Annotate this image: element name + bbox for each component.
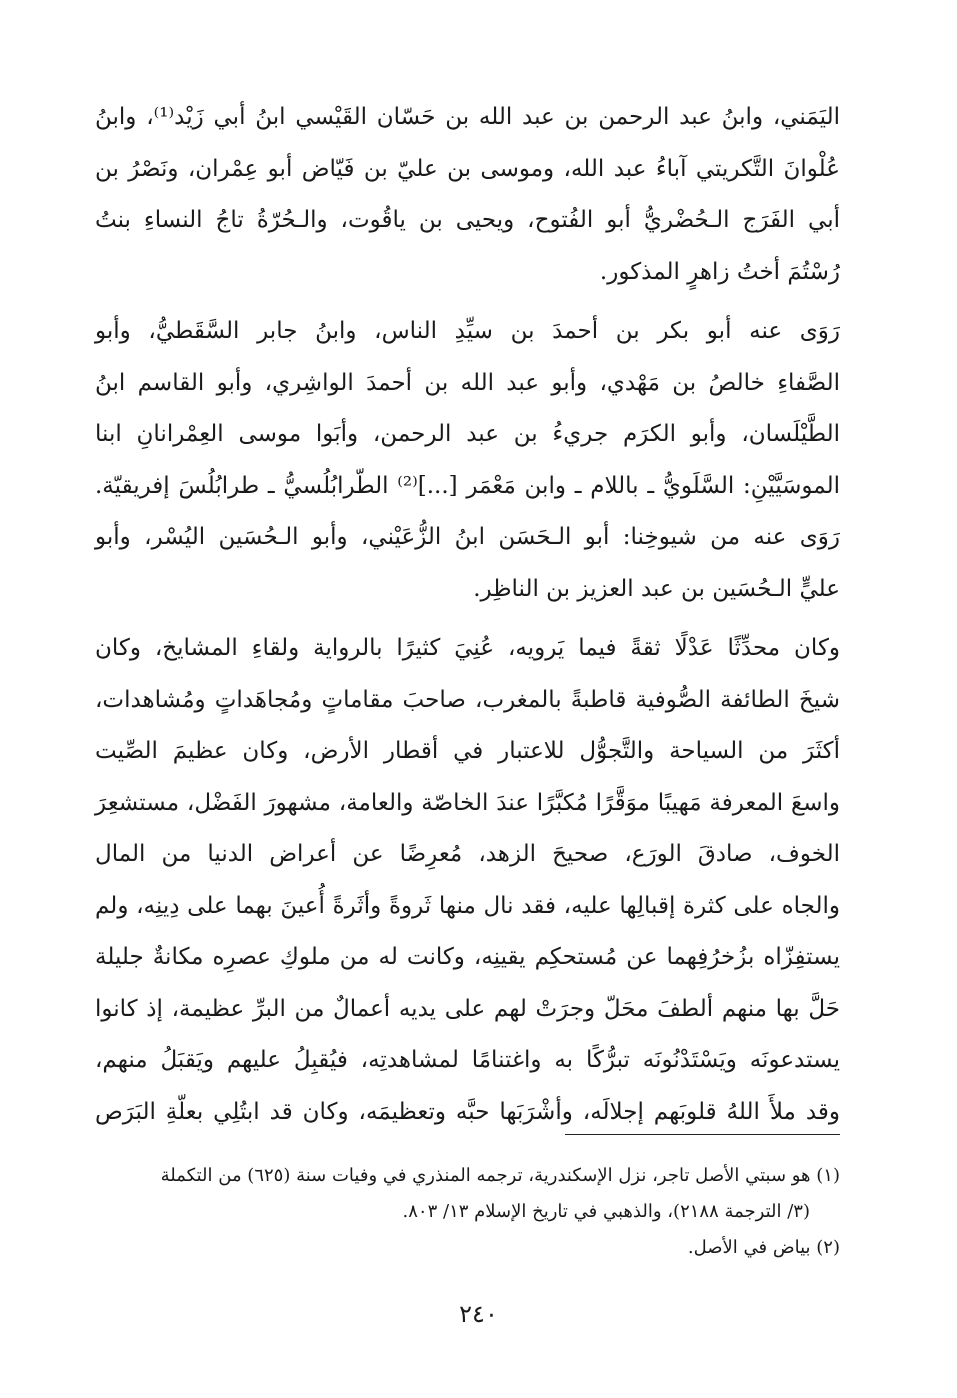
footnotes [95, 1158, 840, 1266]
text-line: اليَمَني، وابنُ عبد الرحمن بن عبد الله بن حَسّان القَيْسي ابنُ أبي زَيْد⁽¹⁾، وابنُ [95, 104, 840, 130]
text-line: يستدعونَه ويَسْتَدْنُونَه تبرُّكًا به واغتنامًا لمشاهدتِه، فيُقبِلُ عليهم ويَقبَلُ منهم، [95, 1047, 840, 1073]
text-line: رُسْتُمَ أختُ زاهرٍ المذكور. [599, 258, 840, 285]
footnote-divider [565, 1134, 840, 1135]
text-line: أكثَرَ من السياحة والتَّجوُّل للاعتبار في أقطار الأرض، وكان عظيمَ الصِّيت [95, 738, 840, 764]
text-line: عُلْوانَ التَّكريتي آباءُ عبد الله، وموسى بن عليّ بن فَيّاض أبو عِمْران، ونَصْرُ بن [95, 155, 840, 182]
text-line: والجاه على كثرة إقبالِها عليه، فقد نال منها ثَروةً وأثَرةً أُعينَ بهما على دِينِه، ولم [95, 892, 840, 919]
paragraph [95, 306, 840, 615]
page-number: ٢٤٠ [459, 1300, 498, 1328]
text-line: الخوف، صادقَ الورَع، صحيحَ الزهد، مُعرِضًا عن أعراض الدنيا من المال [95, 841, 840, 867]
main-text [95, 92, 840, 1138]
text-line: أبي الفَرَج الـحُضْريُّ أبو الفُتوح، ويحيى بن ياقُوت، والـحُرّةُ تاجُ النساءِ بنتُ [95, 207, 840, 233]
text-line: وقد ملأَ اللهُ قلوبَهم إجلالَه، وأشْرَبَها حبَّه وتعظيمَه، وكان قد ابتُلِي بعلّةِ البَرَص [95, 1098, 840, 1125]
text-line: الصَّفاءِ خالصُ بن مَهْدي، وأبو عبد الله بن أحمدَ الواشِري، وأبو القاسم ابنُ [95, 369, 840, 396]
text-line: عليٍّ الـحُسَين بن عبد العزيز بن الناظِر. [473, 575, 840, 602]
text-line: يستفِزّاه بزُخرُفِهما عن مُستحكِم يقينِه، وكانت له من ملوكِ عصرِه مكانةٌ جليلة [95, 944, 840, 970]
text-line: الطَّيْلَسان، وأبو الكرَم جريءُ بن عبد الرحمن، وأبَوا موسى العِمْرانانِ ابنا [95, 421, 840, 447]
paragraph [95, 623, 840, 1138]
paragraph [95, 92, 840, 298]
footnote-line: (٢) بياض في الأصل. [687, 1237, 840, 1258]
text-line: شيخَ الطائفة الصُّوفية قاطبةً بالمغرب، صاحبَ مقاماتٍ ومُجاهَداتٍ ومُشاهدات، [95, 686, 840, 713]
text-line: الموسَيَّيْنِ: السَّلَويُّ ـ باللام ـ وابن مَعْمَر [...]⁽²⁾ الطّرابُلُسيُّ ـ طرابُلُسَ إفريقيّة. [95, 472, 840, 499]
text-line: حَلَّ بها منهم ألطفَ محَلّ وجرَتْ لهم على يديه أعمالٌ من البرِّ عظيمة، إذ كانوا [95, 995, 840, 1022]
footnote-line: (١) هو سبتي الأصل تاجر، نزل الإسكندرية، ترجمه المنذري في وفيات سنة (٦٢٥) من التكملة [160, 1165, 840, 1186]
footnote-line: (٣/ الترجمة ٢١٨٨)، والذهبي في تاريخ الإسلام ١٣/ ٨٠٣. [402, 1201, 810, 1222]
text-line: وكان محدِّثًا عَدْلًا ثقةً فيما يَرويه، عُنِيَ كثيرًا بالرواية ولقاءِ المشايخ، وكان [95, 635, 840, 661]
text-line: رَوَى عنه من شيوخِنا: أبو الـحَسَن ابنُ الزُّعَيْني، وأبو الـحُسَين اليُسْر، وأبو [95, 524, 840, 550]
text-line: واسعَ المعرفة مَهيبًا موَقَّرًا مُكبَّرًا عندَ الخاصّة والعامة، مشهورَ الفَضْل، مستشعِرَ [95, 789, 840, 816]
text-line: رَوَى عنه أبو بكر بن أحمدَ بن سيِّدِ الناس، وابنُ جابر السَّقَطيُّ، وأبو [95, 318, 840, 344]
